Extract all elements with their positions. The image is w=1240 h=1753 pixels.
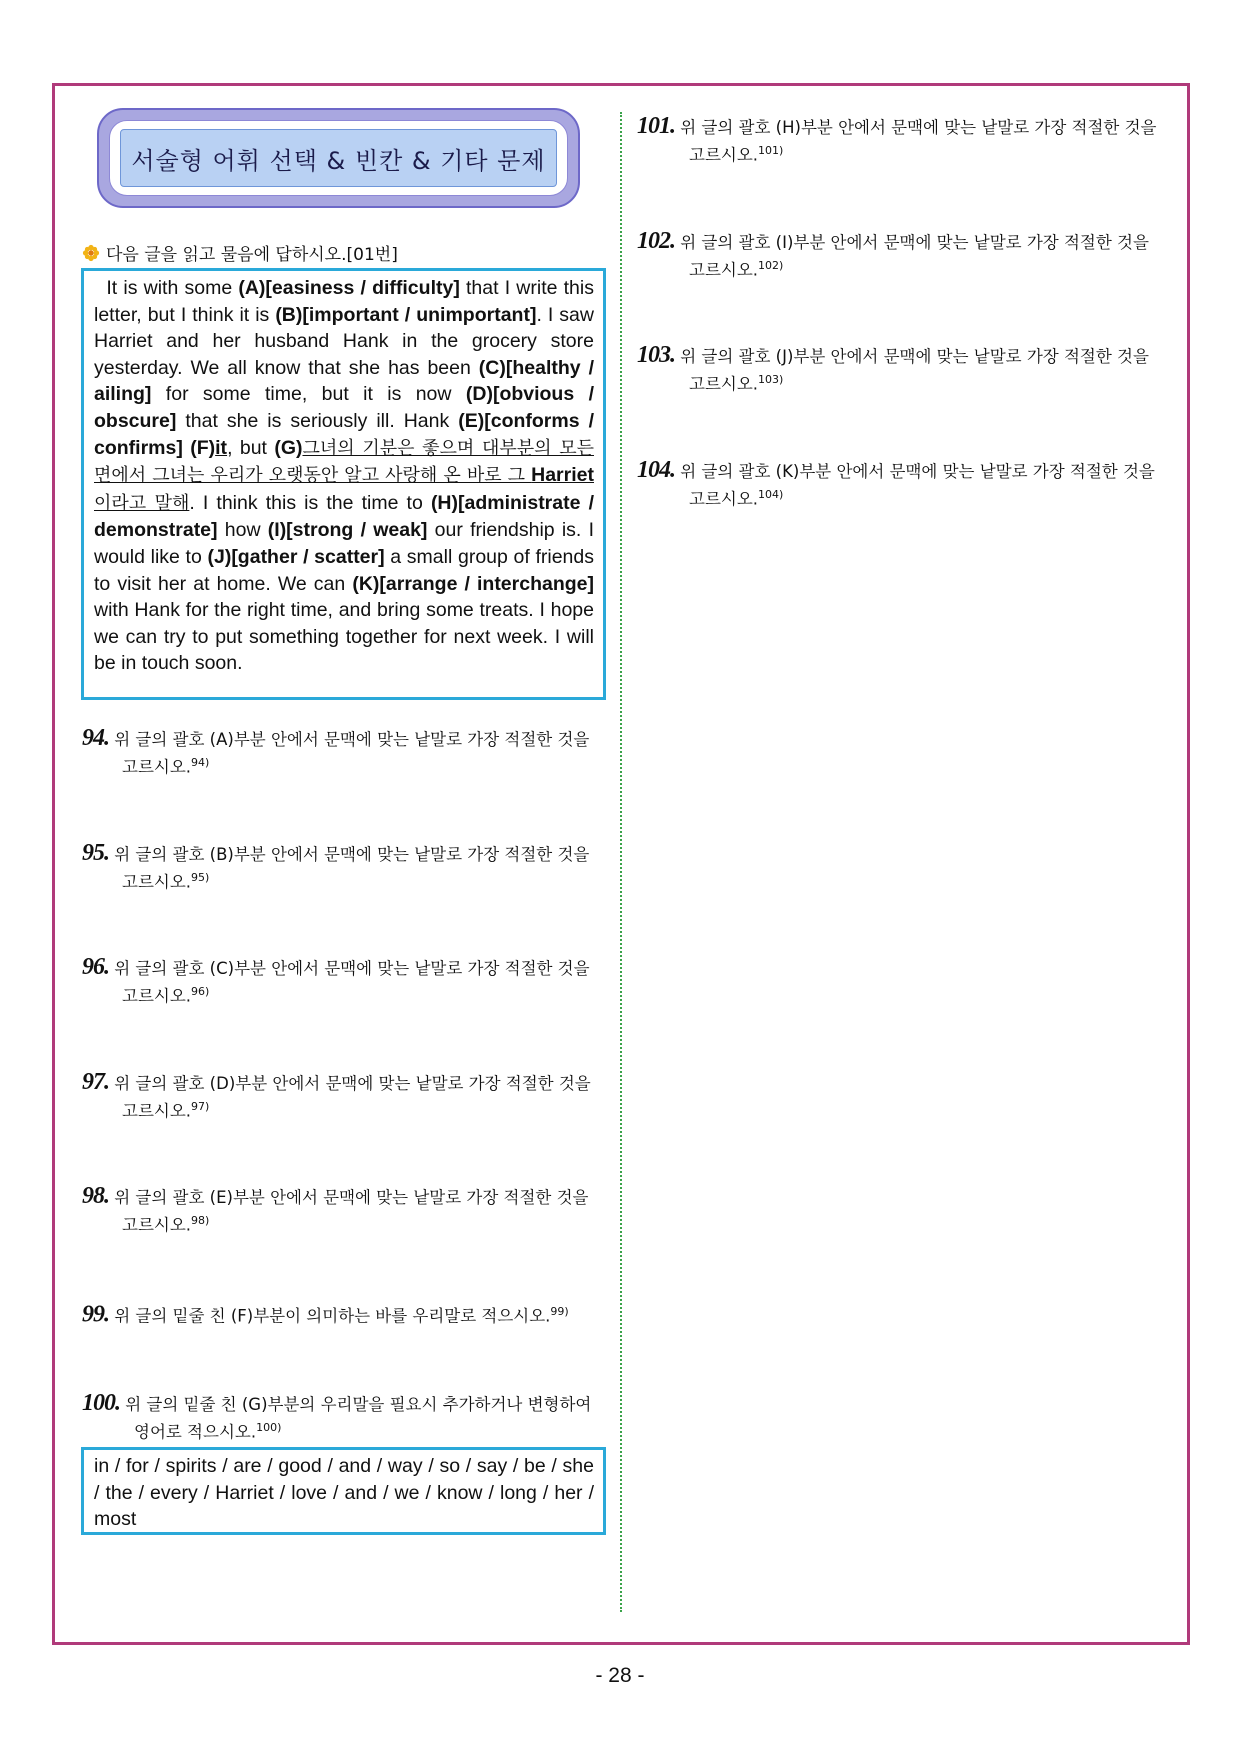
question-text: 위 글의 괄호 (J)부분 안에서 문맥에 맞는 낱말로 가장 적절한 것을 (675, 347, 1149, 366)
question-104 (637, 459, 1155, 511)
question-text-cont: 고르시오. (689, 489, 759, 509)
question-text: 위 글의 밑줄 친 (F)부분이 의미하는 바를 우리말로 적으시오. (109, 1306, 551, 1326)
footnote-ref: 95) (191, 871, 210, 884)
question-text: 위 글의 괄호 (I)부분 안에서 문맥에 맞는 낱말로 가장 적절한 것을 (675, 233, 1149, 252)
question-text: 위 글의 괄호 (H)부분 안에서 문맥에 맞는 낱말로 가장 적절한 것을 (675, 118, 1157, 137)
page-number: - 28 - (595, 1664, 645, 1687)
passage-underlined: 이라고 말해 (94, 492, 190, 514)
reading-passage (81, 268, 606, 700)
question-100 (82, 1392, 591, 1444)
passage-blank: (K)[arrange / interchange] (352, 572, 595, 595)
question-101 (637, 115, 1156, 167)
passage-blank: (E)[conforms / confirms] (94, 409, 594, 459)
instruction-text: 다음 글을 읽고 물음에 답하시오.[01번] (106, 245, 398, 265)
question-number: 96. (82, 954, 109, 980)
word-bank: in / for / spirits / are / good / and / way / so / say / be / she / the / every / Harriet / love / and / we / know / long / her / most (81, 1447, 606, 1535)
footnote-ref: 103) (758, 373, 784, 386)
footnote-ref: 97) (191, 1100, 210, 1113)
passage-blank: (B)[important / unimportant] (275, 303, 537, 326)
passage-underlined-bold: Harriet (531, 464, 594, 487)
footnote-ref: 96) (191, 985, 210, 998)
question-96 (82, 956, 590, 1008)
footnote-ref: 94) (191, 756, 210, 769)
passage-text: . I saw Harriet and her husband Hank in the grocery store yesterday. We all know that she has been (94, 303, 594, 379)
question-text: 위 글의 괄호 (A)부분 안에서 문맥에 맞는 낱말로 가장 적절한 것을 (109, 730, 590, 749)
question-text: 위 글의 밑줄 친 (G)부분의 우리말을 필요시 추가하거나 변형하여 (120, 1395, 592, 1414)
question-97 (82, 1071, 591, 1123)
passage-blank: (C)[healthy / ailing] (94, 356, 594, 406)
passage-text: . I think this is the time to (189, 491, 431, 514)
passage-blank: (J)[gather / scatter] (207, 545, 385, 568)
question-number: 104. (637, 457, 675, 483)
section-title: 서술형 어휘 선택 & 빈칸 & 기타 문제 (120, 129, 557, 187)
question-text-cont: 영어로 적으시오. (134, 1422, 257, 1442)
question-number: 98. (82, 1183, 109, 1209)
question-number: 101. (637, 113, 675, 139)
question-text: 위 글의 괄호 (C)부분 안에서 문맥에 맞는 낱말로 가장 적절한 것을 (109, 959, 590, 978)
footnote-ref: 99) (550, 1305, 569, 1318)
passage-underlined-bold: it (215, 436, 228, 459)
question-99 (82, 1300, 569, 1328)
passage-text: our friendship is. I would like to (94, 519, 595, 568)
question-98 (82, 1185, 588, 1237)
passage-text: for some time, but it is now (151, 383, 466, 406)
passage-text: , but (227, 436, 275, 459)
question-text-cont: 고르시오. (689, 260, 759, 280)
question-text: 위 글의 괄호 (K)부분 안에서 문맥에 맞는 낱말로 가장 적절한 것을 (675, 462, 1155, 481)
question-text-cont: 고르시오. (689, 374, 759, 394)
passage-underlined: 그녀의 기분은 좋으며 대부분의 모든 면에서 그녀는 우리가 오랫동안 알고 사랑해 온 바로 그 (94, 437, 594, 487)
passage-blank: (A)[easiness / difficulty] (238, 277, 460, 299)
question-text-cont: 고르시오. (122, 872, 192, 892)
passage-text: a small group of friends to visit her at home. We can (94, 545, 594, 595)
question-text-cont: 고르시오. (122, 1101, 192, 1121)
footnote-ref: 98) (191, 1214, 210, 1227)
question-text-cont: 고르시오. (122, 986, 192, 1006)
question-95 (82, 842, 589, 894)
passage-text: how (217, 519, 268, 542)
question-number: 100. (82, 1390, 120, 1416)
passage-blank: (D)[obvious / obscure] (94, 383, 594, 432)
section-title-badge (97, 108, 580, 208)
passage-text: It is with some (106, 277, 239, 299)
question-number: 94. (82, 725, 109, 751)
passage-blank: (I)[strong / weak] (267, 519, 428, 542)
question-text-cont: 고르시오. (689, 145, 759, 165)
instruction (82, 240, 398, 265)
question-number: 102. (637, 228, 675, 254)
question-94 (82, 727, 589, 779)
footnote-ref: 102) (758, 259, 784, 272)
question-text-cont: 고르시오. (122, 757, 192, 777)
passage-text: that she is seriously ill. Hank (176, 409, 459, 432)
question-number: 99. (82, 1301, 109, 1328)
passage-text: that I write this letter, but I think it is (94, 277, 594, 326)
question-number: 97. (82, 1069, 109, 1095)
question-103 (637, 344, 1149, 396)
question-102 (637, 230, 1149, 282)
footnote-ref: 101) (758, 144, 784, 157)
passage-blank: (F) (190, 436, 216, 459)
question-text: 위 글의 괄호 (B)부분 안에서 문맥에 맞는 낱말로 가장 적절한 것을 (109, 845, 590, 864)
flower-icon (82, 244, 100, 262)
question-text-cont: 고르시오. (122, 1215, 192, 1235)
footnote-ref: 100) (256, 1421, 282, 1434)
passage-blank: (G) (274, 436, 303, 459)
question-text: 위 글의 괄호 (E)부분 안에서 문맥에 맞는 낱말로 가장 적절한 것을 (109, 1188, 589, 1207)
passage-blank: (H)[administrate / demonstrate] (94, 491, 594, 542)
column-divider (620, 112, 622, 1612)
footnote-ref: 104) (758, 488, 784, 501)
passage-text: with Hank for the right time, and bring some treats. I hope we can try to put something together for next week. I will be in touch soon. (94, 599, 594, 675)
question-number: 103. (637, 342, 675, 368)
question-text: 위 글의 괄호 (D)부분 안에서 문맥에 맞는 낱말로 가장 적절한 것을 (109, 1074, 591, 1093)
question-number: 95. (82, 840, 109, 866)
